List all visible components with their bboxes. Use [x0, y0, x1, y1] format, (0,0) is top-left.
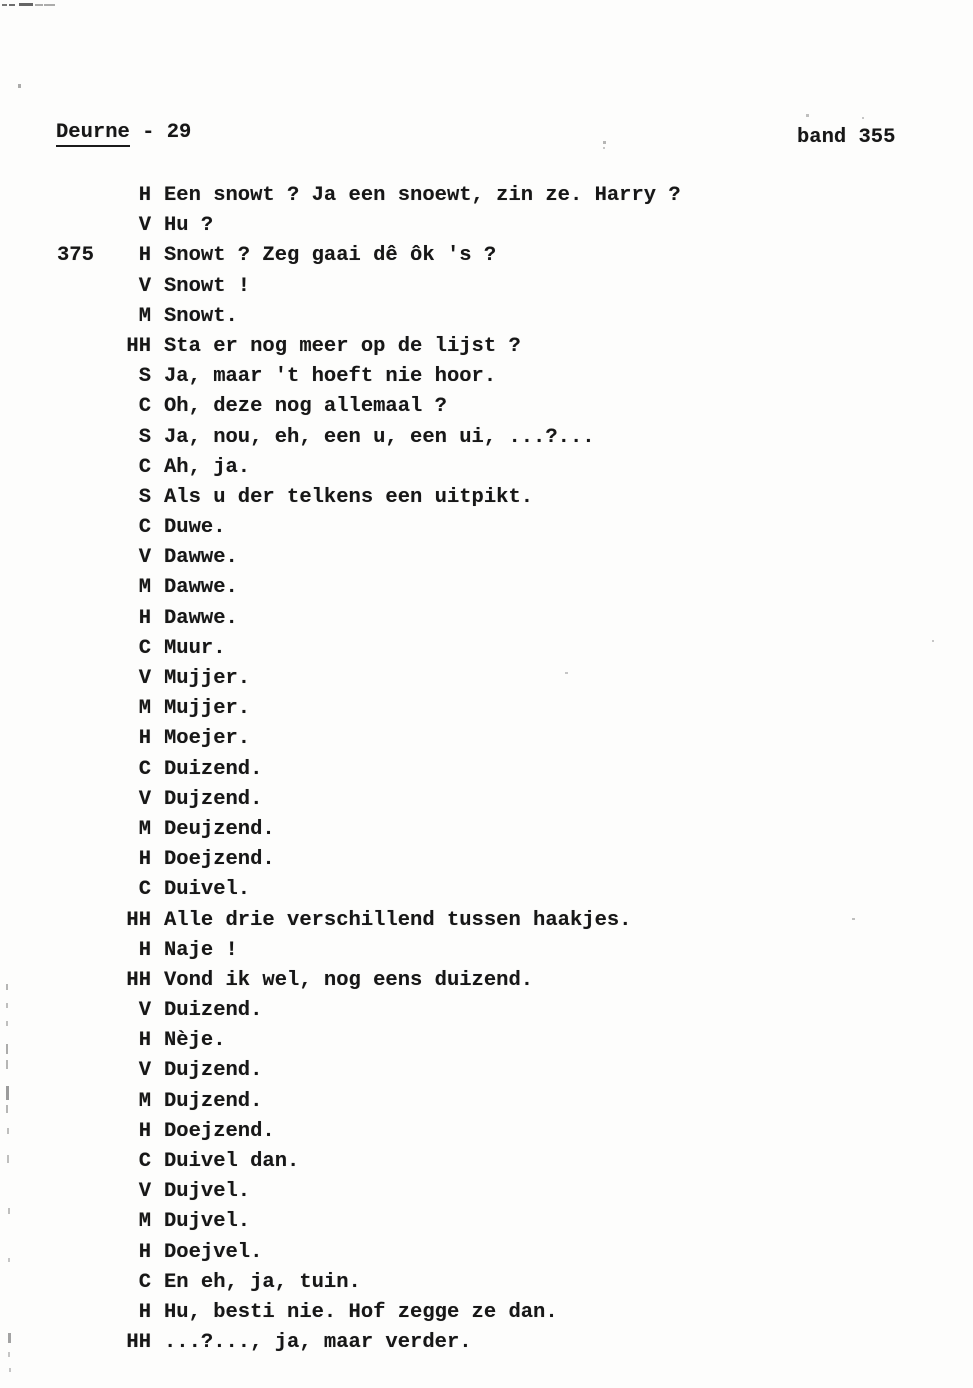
ink-speck: [44, 4, 55, 6]
dialogue-line: [0, 483, 973, 513]
utterance-text: En eh, ja, tuin.: [164, 1270, 361, 1294]
speaker-label: V: [138, 546, 151, 570]
dialogue-lines: [0, 181, 973, 1358]
speaker-label: M: [138, 304, 151, 328]
ink-speck: [603, 147, 605, 149]
ink-speck: [9, 1368, 11, 1372]
dialogue-line: [0, 1117, 973, 1147]
dialogue-line: [0, 785, 973, 815]
utterance-text: Duizend.: [164, 757, 263, 781]
speaker-label: C: [138, 395, 151, 419]
speaker-label: V: [138, 787, 151, 811]
dialogue-line: [0, 181, 973, 211]
speaker-label: V: [138, 1180, 151, 1204]
dialogue-line: [0, 1056, 973, 1086]
dialogue-line: [0, 543, 973, 573]
speaker-label: M: [138, 817, 151, 841]
dialogue-line: [0, 362, 973, 392]
utterance-text: Ah, ja.: [164, 455, 251, 479]
band-label: band 355: [797, 126, 896, 149]
dialogue-line: [0, 272, 973, 302]
ink-speck: [862, 117, 864, 119]
utterance-text: Oh, deze nog allemaal ?: [164, 395, 447, 419]
speaker-label: H: [138, 244, 151, 268]
ink-speck: [35, 4, 43, 6]
utterance-text: Snowt !: [164, 274, 251, 298]
speaker-label: C: [138, 455, 151, 479]
speaker-label: HH: [126, 968, 151, 992]
dialogue-line: [0, 1147, 973, 1177]
utterance-text: Sta er nog meer op de lijst ?: [164, 334, 521, 358]
utterance-text: Doejzend.: [164, 1119, 275, 1143]
dialogue-line: [0, 332, 973, 362]
dialogue-line: [0, 1238, 973, 1268]
utterance-text: Naje !: [164, 938, 238, 962]
speaker-label: C: [138, 757, 151, 781]
dialogue-line: [0, 1268, 973, 1298]
utterance-text: Ja, nou, eh, een u, een ui, ...?...: [164, 425, 595, 449]
dialogue-line: [0, 996, 973, 1026]
utterance-text: Een snowt ? Ja een snoewt, zin ze. Harry ?: [164, 184, 681, 207]
dialogue-line: [0, 664, 973, 694]
dialogue-line: [0, 694, 973, 724]
utterance-text: Mujjer.: [164, 667, 251, 690]
speaker-label: V: [138, 1059, 151, 1083]
dialogue-line: [0, 1026, 973, 1056]
utterance-text: Vond ik wel, nog eens duizend.: [164, 968, 534, 992]
ink-speck: [9, 4, 15, 6]
dialogue-line: [0, 755, 973, 785]
utterance-text: Dawwe.: [164, 546, 238, 570]
speaker-label: H: [138, 606, 151, 630]
page-title-number: - 29: [129, 121, 192, 144]
dialogue-line: [0, 302, 973, 332]
dialogue-line: [0, 1207, 973, 1237]
speaker-label: M: [138, 576, 151, 600]
speaker-label: C: [138, 878, 151, 902]
dialogue-line: [0, 724, 973, 754]
dialogue-line: [0, 211, 973, 241]
speaker-label: H: [138, 938, 151, 962]
utterance-text: Dujvel.: [164, 1210, 251, 1234]
utterance-text: Muur.: [164, 636, 226, 660]
speaker-label: H: [138, 1240, 151, 1264]
speaker-label: S: [138, 485, 151, 509]
dialogue-line: [0, 1177, 973, 1207]
speaker-label: H: [138, 727, 151, 751]
dialogue-line: [0, 875, 973, 905]
dialogue-line: [0, 241, 973, 271]
utterance-text: Hu, besti nie. Hof zegge ze dan.: [164, 1300, 558, 1324]
page-title: [56, 121, 191, 145]
speaker-label: H: [138, 184, 151, 207]
utterance-text: Dujzend.: [164, 1089, 263, 1113]
ink-speck: [603, 141, 606, 144]
speaker-label: HH: [126, 908, 151, 932]
speaker-label: HH: [126, 334, 151, 358]
dialogue-line: [0, 1328, 973, 1358]
speaker-label: C: [138, 516, 151, 540]
dialogue-line: [0, 513, 973, 543]
utterance-text: Dujzend.: [164, 787, 263, 811]
utterance-text: Ja, maar 't hoeft nie hoor.: [164, 365, 497, 389]
speaker-label: V: [138, 999, 151, 1023]
utterance-text: Snowt.: [164, 304, 238, 328]
utterance-text: Dawwe.: [164, 606, 238, 630]
utterance-text: Duivel.: [164, 878, 251, 902]
dialogue-line: [0, 604, 973, 634]
utterance-text: Dujzend.: [164, 1059, 263, 1083]
dialogue-line: [0, 1298, 973, 1328]
utterance-text: Dawwe.: [164, 576, 238, 600]
ink-speck: [18, 84, 21, 88]
dialogue-line: [0, 453, 973, 483]
dialogue-line: [0, 906, 973, 936]
speaker-label: M: [138, 697, 151, 721]
utterance-text: Duivel dan.: [164, 1150, 300, 1173]
speaker-label: V: [138, 274, 151, 298]
speaker-label: C: [138, 1270, 151, 1294]
speaker-label: M: [138, 1210, 151, 1234]
dialogue-line: [0, 573, 973, 603]
speaker-label: H: [138, 848, 151, 872]
speaker-label: C: [138, 1150, 151, 1173]
dialogue-line: [0, 423, 973, 453]
utterance-text: Deujzend.: [164, 817, 275, 841]
margin-line-number: 375: [57, 244, 94, 268]
speaker-label: H: [138, 1119, 151, 1143]
utterance-text: Alle drie verschillend tussen haakjes.: [164, 908, 632, 932]
speaker-label: C: [138, 636, 151, 660]
utterance-text: Doejvel.: [164, 1240, 263, 1264]
utterance-text: Dujvel.: [164, 1180, 251, 1204]
ink-speck: [19, 3, 33, 6]
utterance-text: Nèje.: [164, 1029, 226, 1053]
speaker-label: S: [138, 425, 151, 449]
speaker-label: V: [138, 214, 151, 238]
utterance-text: Hu ?: [164, 214, 214, 238]
dialogue-line: [0, 392, 973, 422]
dialogue-line: [0, 634, 973, 664]
dialogue-line: [0, 845, 973, 875]
dialogue-line: [0, 1087, 973, 1117]
utterance-text: Duwe.: [164, 516, 226, 540]
utterance-text: Doejzend.: [164, 848, 275, 872]
utterance-text: Snowt ? Zeg gaai dê ôk 's ?: [164, 244, 497, 268]
speaker-label: H: [138, 1029, 151, 1053]
utterance-text: Als u der telkens een uitpikt.: [164, 485, 534, 509]
utterance-text: Mujjer.: [164, 697, 251, 721]
page-title-place: Deurne: [56, 121, 130, 147]
dialogue-line: [0, 815, 973, 845]
speaker-label: H: [138, 1300, 151, 1324]
speaker-label: HH: [126, 1331, 151, 1355]
ink-speck: [806, 114, 809, 117]
speaker-label: S: [138, 365, 151, 389]
speaker-label: V: [138, 667, 151, 690]
utterance-text: Moejer.: [164, 727, 251, 751]
ink-speck: [2, 4, 7, 6]
speaker-label: M: [138, 1089, 151, 1113]
dialogue-line: [0, 936, 973, 966]
utterance-text: Duizend.: [164, 999, 263, 1023]
utterance-text: ...?..., ja, maar verder.: [164, 1331, 472, 1355]
dialogue-line: [0, 966, 973, 996]
